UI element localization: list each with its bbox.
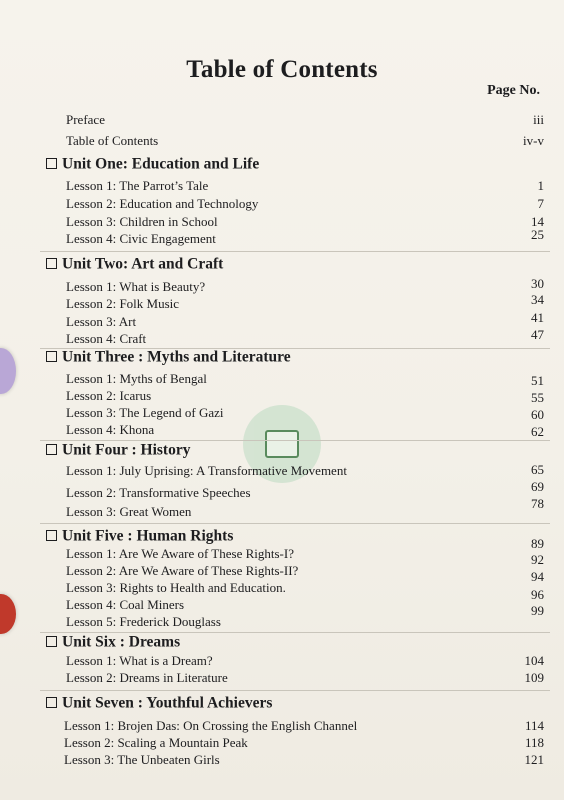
checkbox-bullet-icon [46,530,57,541]
entry-label: Lesson 4: Khona [66,422,155,437]
section-divider [40,523,550,524]
lesson-entry [0,276,564,297]
entry-page: iv-v [523,133,544,148]
entry-page: 104 [524,653,544,668]
entry-label: Lesson 4: Coal Miners [66,597,185,612]
entry-page: 94 [531,569,544,584]
entry-label: Lesson 2: Education and Technology [66,196,259,211]
entry-page: 60 [531,407,544,422]
toc-entry-table-of-contents [0,133,564,151]
entry-label: Lesson 3: The Legend of Gazi [66,405,224,420]
entry-label: Lesson 1: What is a Dream? [66,653,213,668]
section-divider [40,251,550,252]
entry-page: 1 [537,178,544,193]
lesson-entry [0,227,564,249]
unit-heading-6: Unit Six : Dreams [46,633,180,653]
entry-page: 118 [524,735,544,750]
lesson-entry [0,479,564,503]
entry-label: Lesson 3: The Unbeaten Girls [64,752,220,767]
entry-page: 7 [537,196,544,211]
page-title: Table of Contents [186,56,378,83]
entry-page: 99 [531,603,544,618]
entry-label: Table of Contents [66,133,159,148]
entry-label: Lesson 4: Craft [66,331,147,346]
entry-label: Lesson 1: The Parrot’s Tale [66,178,209,193]
entry-label: Lesson 1: Brojen Das: On Crossing the English Channel [64,718,358,733]
lesson-entry [0,752,564,770]
unit-heading-4: Unit Four : History [46,441,190,461]
lesson-entry [0,735,564,753]
entry-label: Lesson 3: Art [66,314,137,329]
section-divider [40,690,550,691]
entry-page: iii [533,112,544,127]
entry-page: 78 [531,496,544,511]
checkbox-bullet-icon [46,351,57,362]
entry-label: Lesson 2: Folk Music [66,296,180,311]
lesson-entry [0,653,564,671]
entry-label: Lesson 2: Are We Aware of These Rights-II? [66,563,299,578]
unit-heading-5: Unit Five : Human Rights [46,527,233,547]
entry-label: Lesson 3: Rights to Health and Education. [66,580,286,595]
lesson-entry [0,327,564,349]
lesson-entry [0,178,564,196]
entry-page: 47 [531,327,544,342]
checkbox-bullet-icon [46,158,57,169]
entry-page: 65 [531,462,544,477]
lesson-entry [0,422,564,440]
entry-page: 34 [531,292,544,307]
entry-page: 96 [531,587,544,602]
toc-entry-preface [0,112,564,130]
checkbox-bullet-icon [46,697,57,708]
entry-label: Lesson 2: Dreams in Literature [66,670,228,685]
entry-page: 109 [524,670,544,685]
entry-page: 51 [531,373,544,388]
entry-page: 89 [531,536,544,551]
entry-label: Lesson 4: Civic Engagement [66,231,216,246]
entry-page: 114 [524,718,544,733]
entry-label: Lesson 1: What is Beauty? [66,279,206,294]
lesson-entry [0,196,564,214]
entry-label: Lesson 1: Myths of Bengal [66,371,207,386]
entry-label: Lesson 2: Icarus [66,388,152,403]
lesson-entry [0,463,564,481]
lesson-entry [0,214,564,232]
entry-label: Lesson 1: Are We Aware of These Rights-I? [66,546,294,561]
checkbox-bullet-icon [46,444,57,455]
checkbox-bullet-icon [46,258,57,269]
entry-page: 30 [531,276,544,291]
entry-page: 121 [524,752,544,767]
entry-page: 25 [531,227,544,242]
entry-label: Lesson 3: Great Women [66,504,192,519]
unit-heading-2: Unit Two: Art and Craft [46,255,223,275]
page-number-column-header: Page No. [487,83,540,98]
entry-label: Lesson 2: Transformative Speeches [66,485,251,500]
lesson-entry [0,496,564,522]
lesson-entry [0,388,564,406]
lesson-entry [0,371,564,389]
lesson-entry [0,670,564,688]
lesson-entry [0,292,564,314]
checkbox-bullet-icon [46,636,57,647]
entry-label: Preface [66,112,105,127]
entry-label: Lesson 2: Scaling a Mountain Peak [64,735,248,750]
lesson-entry [0,405,564,423]
lesson-entry [0,310,564,332]
unit-heading-1: Unit One: Education and Life [46,155,259,175]
entry-page: 69 [531,479,544,494]
entry-page: 41 [531,310,544,325]
entry-label: Lesson 5: Frederick Douglass [66,614,221,629]
entry-page: 92 [531,552,544,567]
lesson-entry [0,718,564,736]
entry-label: Lesson 1: July Uprising: A Transformative Movement [66,463,347,478]
entry-page: 62 [531,424,544,439]
entry-page: 55 [531,390,544,405]
unit-heading-3: Unit Three : Myths and Literature [46,348,291,368]
unit-heading-7: Unit Seven : Youthful Achievers [46,694,272,714]
entry-page: 14 [531,214,544,229]
entry-label: Lesson 3: Children in School [66,214,218,229]
